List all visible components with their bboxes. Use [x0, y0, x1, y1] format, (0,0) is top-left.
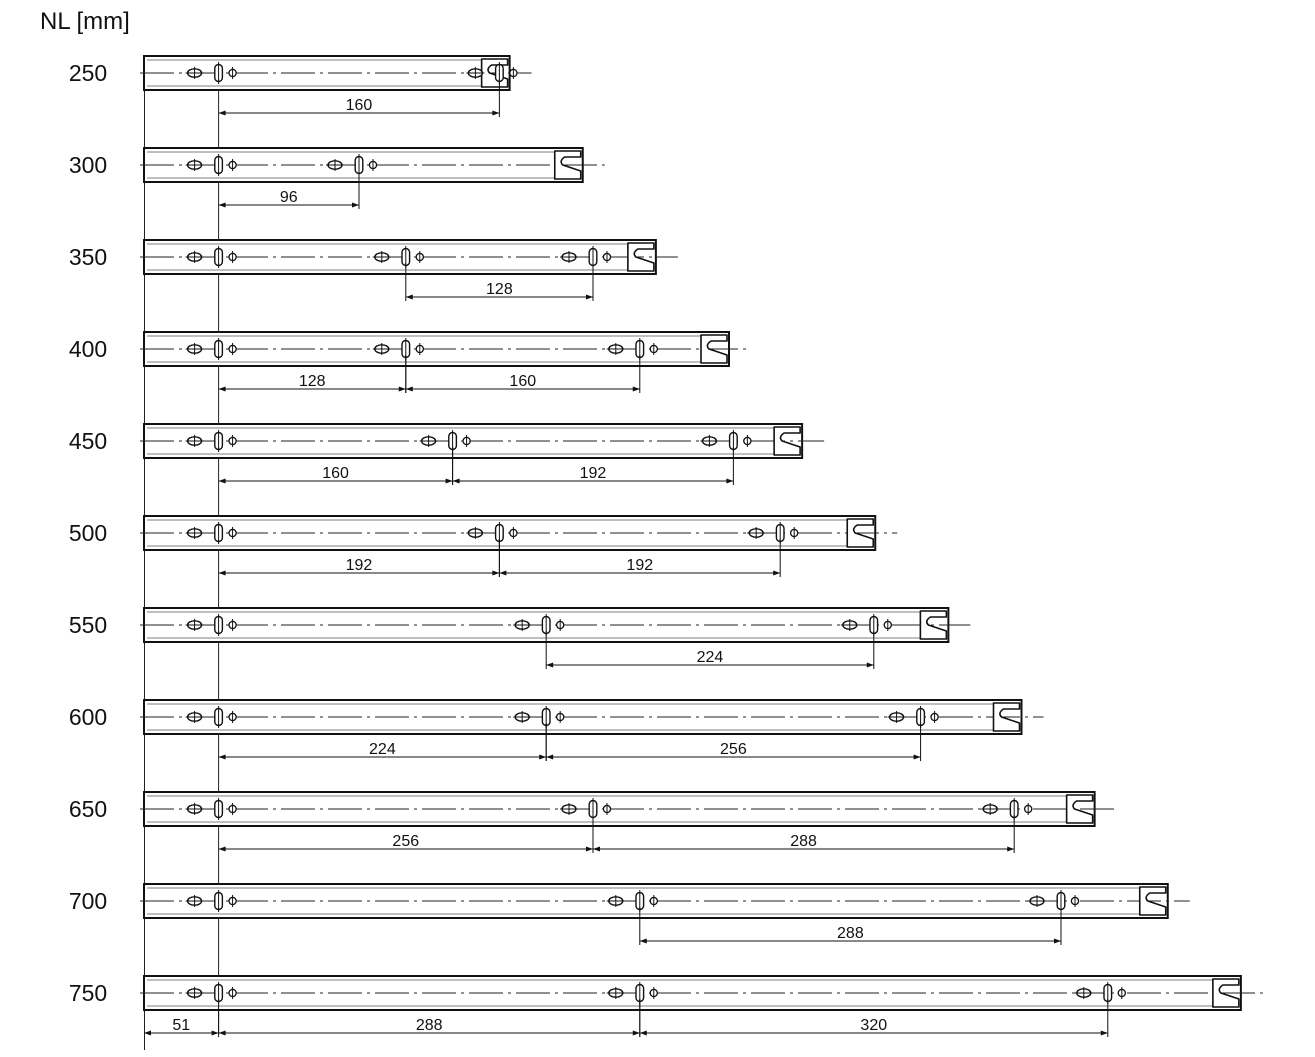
dimension-arrow: [546, 663, 553, 668]
dimension-arrow: [219, 1031, 226, 1036]
length-label: 400: [68, 336, 108, 362]
dimension-label: 288: [790, 833, 817, 850]
dimension-arrow: [546, 755, 553, 760]
rail-600: [69, 700, 1044, 761]
dimension-arrow: [1101, 1031, 1108, 1036]
dimension-arrow: [352, 203, 359, 208]
dimension-arrow: [219, 479, 226, 484]
length-label: 600: [68, 704, 108, 730]
dimension-arrow: [1007, 847, 1014, 852]
dimension-arrow: [640, 1031, 647, 1036]
dimension-arrow: [406, 387, 413, 392]
dimension-label: 96: [279, 189, 298, 206]
rail-400: [69, 332, 751, 393]
dimension-arrow: [593, 847, 600, 852]
dimension-arrow: [453, 479, 460, 484]
dimension-label: 288: [415, 1017, 443, 1034]
length-label: 350: [68, 244, 108, 270]
length-label: 500: [68, 520, 108, 546]
length-label: 650: [68, 796, 108, 822]
length-label: 750: [68, 980, 108, 1006]
rail-750: [69, 976, 1263, 1037]
dimension-arrow: [867, 663, 874, 668]
dimension-arrow: [446, 479, 453, 484]
dimension-label: 160: [322, 465, 349, 482]
dimension-label: 51: [172, 1017, 191, 1034]
dimension-label: 256: [392, 833, 420, 850]
dimension-label: 192: [579, 465, 607, 482]
rail-250: [69, 56, 532, 117]
length-label: 550: [68, 612, 108, 638]
dimension-arrow: [633, 387, 640, 392]
dimension-label: 160: [345, 97, 373, 114]
length-label: 300: [68, 152, 108, 178]
dimension-arrow: [539, 755, 546, 760]
dimension-label: 192: [626, 557, 654, 574]
dimension-label: 288: [837, 925, 864, 942]
dimension-label: 160: [509, 373, 537, 390]
dimension-arrow: [492, 571, 499, 576]
dimension-arrow: [773, 571, 780, 576]
dimension-arrow: [499, 571, 506, 576]
dimension-label: 192: [345, 557, 373, 574]
length-label: 250: [68, 60, 108, 86]
dimension-arrow: [1054, 939, 1061, 944]
dimension-arrow: [219, 203, 226, 208]
dimension-label: 256: [720, 741, 747, 758]
rail-300: [69, 148, 605, 209]
dimension-arrow: [492, 111, 499, 116]
page-title: NL [mm]: [40, 8, 130, 35]
dimension-arrow: [399, 387, 406, 392]
rail-500: [69, 516, 897, 577]
dimension-arrow: [406, 295, 413, 300]
length-label: 700: [68, 888, 108, 914]
rail-550: [69, 608, 971, 669]
dimension-arrow: [726, 479, 733, 484]
dimension-arrow: [633, 1031, 640, 1036]
rail-700: [69, 884, 1190, 945]
dimension-arrow: [212, 1031, 219, 1036]
dimension-label: 320: [860, 1017, 888, 1034]
dimension-arrow: [219, 571, 226, 576]
dimension-arrow: [219, 847, 226, 852]
dimension-arrow: [586, 295, 593, 300]
dimension-label: 128: [486, 281, 513, 298]
rail-650: [69, 792, 1117, 853]
dimension-arrow: [219, 111, 226, 116]
dimension-label: 128: [298, 373, 326, 390]
dimension-label: 224: [696, 649, 724, 666]
dimension-arrow: [914, 755, 921, 760]
rail-450: [69, 424, 824, 485]
dimension-arrow: [586, 847, 593, 852]
dimension-label: 224: [369, 741, 396, 758]
rail-350: [69, 240, 678, 301]
dimension-arrow: [219, 755, 226, 760]
length-label: 450: [68, 428, 108, 454]
dimension-arrow: [219, 387, 226, 392]
dimension-arrow: [640, 939, 647, 944]
dimension-arrow: [144, 1031, 151, 1036]
